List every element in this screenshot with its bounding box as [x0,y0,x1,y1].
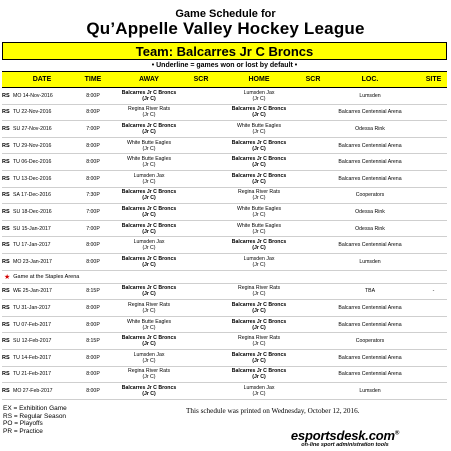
game-site [420,105,447,121]
away-team [110,383,188,399]
away-team [110,221,188,237]
away-team-name: Regina River Rats [127,106,171,113]
game-date: SU 15-Jan-2017 [13,225,51,232]
away-score [190,154,212,170]
game-site [420,138,447,154]
home-team-division: (Jr C) [252,307,266,314]
away-score [190,88,212,104]
game-note: Game at the Staples Arena [13,273,80,280]
home-team-division: (Jr C) [252,228,266,235]
key-item: EX = Exhibition Game [3,405,67,412]
game-site [420,383,447,399]
game-site [420,317,447,333]
home-team-name: Balcarres Jr C Broncs [231,139,287,146]
away-score [190,237,212,253]
game-location: Balcarres Centennial Arena [338,321,402,328]
home-team [214,88,304,104]
home-team-division: (Jr C) [252,390,266,397]
away-team [110,367,188,383]
game-location: Odessa Rink [355,125,385,132]
away-score [190,138,212,154]
game-date: TU 21-Feb-2017 [13,371,52,378]
game-site [420,350,447,366]
game-location: Balcarres Centennial Arena [338,242,402,249]
game-date: TU 07-Feb-2017 [13,321,52,328]
away-team-name: Balcarres Jr C Broncs [121,222,177,229]
away-team-name: Lumsden Jax [133,351,165,358]
game-type: RS [2,225,10,232]
game-time: 8:00P [86,142,100,149]
home-team [214,300,304,316]
game-type: RS [2,142,10,149]
game-time: 8:00P [86,387,100,394]
away-team-division: (Jr C) [142,307,156,314]
game-location: Balcarres Centennial Arena [338,371,402,378]
home-team [214,237,304,253]
game-location: Cooperators [355,192,385,199]
game-type: RS [2,159,10,166]
game-site: - [432,288,435,295]
logo-text: esportsdesk.com [290,428,395,443]
home-team-name: Balcarres Jr C Broncs [231,301,287,308]
game-date: MO 23-Jan-2017 [13,258,52,265]
game-date: TU 31-Jan-2017 [13,304,51,311]
underline-legend: • Underline = games won or lost by default • [151,62,298,69]
away-team-name: Regina River Rats [127,368,171,375]
game-date: MO 27-Feb-2017 [13,387,53,394]
home-team [214,350,304,366]
home-team-division: (Jr C) [252,195,266,202]
table-row[interactable] [2,383,447,400]
col-time: TIME [84,76,102,83]
table-row[interactable] [2,138,447,155]
away-team [110,333,188,349]
away-team-division: (Jr C) [142,245,156,252]
away-team-division: (Jr C) [142,128,156,135]
game-site [420,88,447,104]
away-team-name: Balcarres Jr C Broncs [121,335,177,342]
away-team-name: Balcarres Jr C Broncs [121,122,177,129]
game-location: Lumsden [359,258,381,265]
away-score [190,333,212,349]
away-team [110,317,188,333]
table-row[interactable] [2,105,447,122]
logo-tagline: on-line sport administration tools [301,442,389,448]
game-site [420,154,447,170]
away-score [190,204,212,220]
registered-mark: ® [394,430,400,437]
away-score [190,254,212,270]
home-team [214,317,304,333]
home-team-name: Balcarres Jr C Broncs [231,318,287,325]
away-score [190,317,212,333]
table-row[interactable] [2,317,447,334]
game-time: 8:15P [86,288,100,295]
away-team [110,350,188,366]
game-location: Balcarres Centennial Arena [338,304,402,311]
away-team-division: (Jr C) [142,374,156,381]
away-team-name: Balcarres Jr C Broncs [121,205,177,212]
away-team-name: Regina River Rats [127,301,171,308]
table-row[interactable] [2,171,447,188]
game-time: 8:15P [86,338,100,345]
home-team-name: Balcarres Jr C Broncs [231,156,287,163]
game-type-key [3,405,67,435]
esportsdesk-logo[interactable] [245,428,445,448]
col-date: DATE [32,76,52,83]
star-icon: ★ [4,273,11,281]
away-score [190,350,212,366]
away-team-division: (Jr C) [142,162,156,169]
away-team-division: (Jr C) [142,357,156,364]
table-row[interactable] [2,284,447,301]
game-location: Odessa Rink [355,225,385,232]
game-type: RS [2,192,10,199]
away-team [110,237,188,253]
away-team-division: (Jr C) [142,228,156,235]
away-team-name: White Butte Eagles [126,139,172,146]
game-time: 8:00P [86,258,100,265]
table-row[interactable] [2,254,447,271]
home-team-name: Regina River Rats [237,335,281,342]
game-date: TU 06-Dec-2016 [13,159,52,166]
game-type: RS [2,371,10,378]
away-team [110,154,188,170]
home-team-division: (Jr C) [252,374,266,381]
home-team [214,171,304,187]
home-team-division: (Jr C) [252,245,266,252]
game-time: 8:00P [86,304,100,311]
away-score [190,171,212,187]
col-away: AWAY [139,76,159,83]
away-team [110,188,188,204]
home-team [214,221,304,237]
away-team [110,300,188,316]
away-team [110,105,188,121]
col-home: HOME [248,76,270,83]
away-team [110,88,188,104]
home-team [214,138,304,154]
home-team-name: White Butte Eagles [236,122,282,129]
game-site [420,367,447,383]
game-site [420,300,447,316]
away-team-name: Lumsden Jax [133,239,165,246]
home-team-name: White Butte Eagles [236,205,282,212]
game-location: TBA [364,288,376,295]
table-row[interactable] [2,221,447,238]
away-team-name: Balcarres Jr C Broncs [121,384,177,391]
away-team [110,138,188,154]
home-team-name: White Butte Eagles [236,222,282,229]
game-type: RS [2,208,10,215]
home-team [214,154,304,170]
game-site [420,221,447,237]
away-team-division: (Jr C) [142,390,156,397]
table-row[interactable] [2,333,447,350]
home-team-name: Lumsden Jax [243,89,275,96]
game-date: TU 29-Nov-2016 [13,142,52,149]
game-time: 8:00P [86,92,100,99]
home-team [214,284,304,300]
game-date: TU 22-Nov-2016 [13,109,52,116]
home-team [214,204,304,220]
game-time: 8:00P [86,354,100,361]
team-banner: Team: Balcarres Jr C Broncs [2,42,447,60]
game-location: Balcarres Centennial Arena [338,175,402,182]
home-team [214,254,304,270]
col-score-away: SCR [193,76,209,83]
table-row[interactable] [2,154,447,171]
game-type: RS [2,242,10,249]
game-date: SA 17-Dec-2016 [13,192,52,199]
home-team-name: Lumsden Jax [243,384,275,391]
away-team [110,284,188,300]
game-type: RS [2,321,10,328]
game-location: Balcarres Centennial Arena [338,142,402,149]
home-team [214,367,304,383]
home-team [214,333,304,349]
game-site [420,121,447,137]
game-type: RS [2,125,10,132]
game-site [420,188,447,204]
key-item: PO = Playoffs [3,420,43,428]
game-site [420,237,447,253]
league-title: Qu’Appelle Valley Hockey League [86,19,365,38]
away-team-division: (Jr C) [142,341,156,348]
away-team-name: White Butte Eagles [126,318,172,325]
game-type: RS [2,175,10,182]
away-team-division: (Jr C) [142,178,156,185]
away-team [110,171,188,187]
col-site: SITE [425,76,442,83]
schedule-heading: Game Schedule for [175,8,276,20]
away-team-name: Balcarres Jr C Broncs [121,285,177,292]
away-team-division: (Jr C) [142,261,156,268]
home-team-division: (Jr C) [252,324,266,331]
game-time: 7:00P [86,208,100,215]
game-site [420,204,447,220]
away-team-division: (Jr C) [142,112,156,119]
game-date: SU 27-Nov-2016 [13,125,52,132]
game-type: RS [2,258,10,265]
table-row[interactable] [2,188,447,205]
game-type: RS [2,288,10,295]
game-location: Balcarres Centennial Arena [338,109,402,116]
home-team [214,105,304,121]
game-date: MO 14-Nov-2016 [13,92,53,99]
home-team [214,188,304,204]
table-row[interactable] [2,367,447,384]
home-team-division: (Jr C) [252,95,266,102]
game-type: RS [2,338,10,345]
away-team [110,121,188,137]
home-team-name: Balcarres Jr C Broncs [231,351,287,358]
game-type: RS [2,354,10,361]
home-team [214,121,304,137]
game-site [420,171,447,187]
table-row[interactable] [2,237,447,254]
game-location: Balcarres Centennial Arena [338,159,402,166]
away-team-division: (Jr C) [142,211,156,218]
game-time: 7:00P [86,225,100,232]
home-team-division: (Jr C) [252,128,266,135]
away-team-division: (Jr C) [142,145,156,152]
home-team-division: (Jr C) [252,145,266,152]
away-score [190,188,212,204]
away-team-name: Balcarres Jr C Broncs [121,189,177,196]
away-team-division: (Jr C) [142,195,156,202]
home-team-name: Balcarres Jr C Broncs [231,239,287,246]
game-time: 7:30P [86,192,100,199]
key-item: RS = Regular Season [3,412,67,420]
game-site [420,333,447,349]
table-row[interactable] [2,121,447,138]
home-team-division: (Jr C) [252,261,266,268]
game-type: RS [2,109,10,116]
home-team-name: Balcarres Jr C Broncs [231,172,287,179]
away-score [190,221,212,237]
game-time: 7:00P [86,125,100,132]
game-location: Lumsden [359,387,381,394]
home-team-name: Balcarres Jr C Broncs [231,106,287,113]
away-team-name: Balcarres Jr C Broncs [121,255,177,262]
away-score [190,367,212,383]
home-team-division: (Jr C) [252,112,266,119]
game-time: 8:00P [86,175,100,182]
away-score [190,284,212,300]
game-date: TU 13-Dec-2016 [13,175,52,182]
away-team-division: (Jr C) [142,324,156,331]
note-row [2,271,447,284]
away-team [110,254,188,270]
game-location: Cooperators [355,338,385,345]
home-team-name: Regina River Rats [237,189,281,196]
away-team [110,204,188,220]
away-score [190,121,212,137]
home-team-division: (Jr C) [252,357,266,364]
away-score [190,383,212,399]
away-team-name: Balcarres Jr C Broncs [121,89,177,96]
home-team-division: (Jr C) [252,162,266,169]
home-team-division: (Jr C) [252,291,266,298]
home-team-division: (Jr C) [252,341,266,348]
game-location: Balcarres Centennial Arena [338,354,402,361]
away-team-division: (Jr C) [142,291,156,298]
table-row[interactable] [2,300,447,317]
home-team-name: Balcarres Jr C Broncs [231,368,287,375]
game-site [420,254,447,270]
away-team-name: White Butte Eagles [126,156,172,163]
column-header-row [2,71,447,88]
game-type: RS [2,304,10,311]
game-time: 8:00P [86,109,100,116]
game-location: Lumsden [359,92,381,99]
home-team-name: Lumsden Jax [243,255,275,262]
game-time: 8:00P [86,159,100,166]
game-type: RS [2,387,10,394]
home-team-division: (Jr C) [252,211,266,218]
table-row[interactable] [2,350,447,367]
game-time: 8:00P [86,321,100,328]
away-score [190,105,212,121]
home-team-division: (Jr C) [252,178,266,185]
schedule-table [2,88,447,400]
away-score [190,300,212,316]
game-date: TU 17-Jan-2017 [13,242,51,249]
game-date: WE 25-Jan-2017 [13,288,52,295]
table-row[interactable] [2,88,447,105]
away-team-name: Lumsden Jax [133,172,165,179]
game-date: SU 18-Dec-2016 [13,208,52,215]
game-time: 8:00P [86,371,100,378]
game-date: SU 12-Feb-2017 [13,338,52,345]
game-time: 8:00P [86,242,100,249]
game-location: Odessa Rink [355,208,385,215]
col-score-home: SCR [305,76,321,83]
home-team [214,383,304,399]
table-row[interactable] [2,204,447,221]
home-team-name: Regina River Rats [237,285,281,292]
away-team-division: (Jr C) [142,95,156,102]
key-item: PR = Practice [3,427,43,435]
printed-date-note: This schedule was printed on Wednesday, October 12, 2016. [186,407,360,415]
game-type: RS [2,92,10,99]
col-location: LOC. [361,76,379,83]
game-date: TU 14-Feb-2017 [13,354,52,361]
